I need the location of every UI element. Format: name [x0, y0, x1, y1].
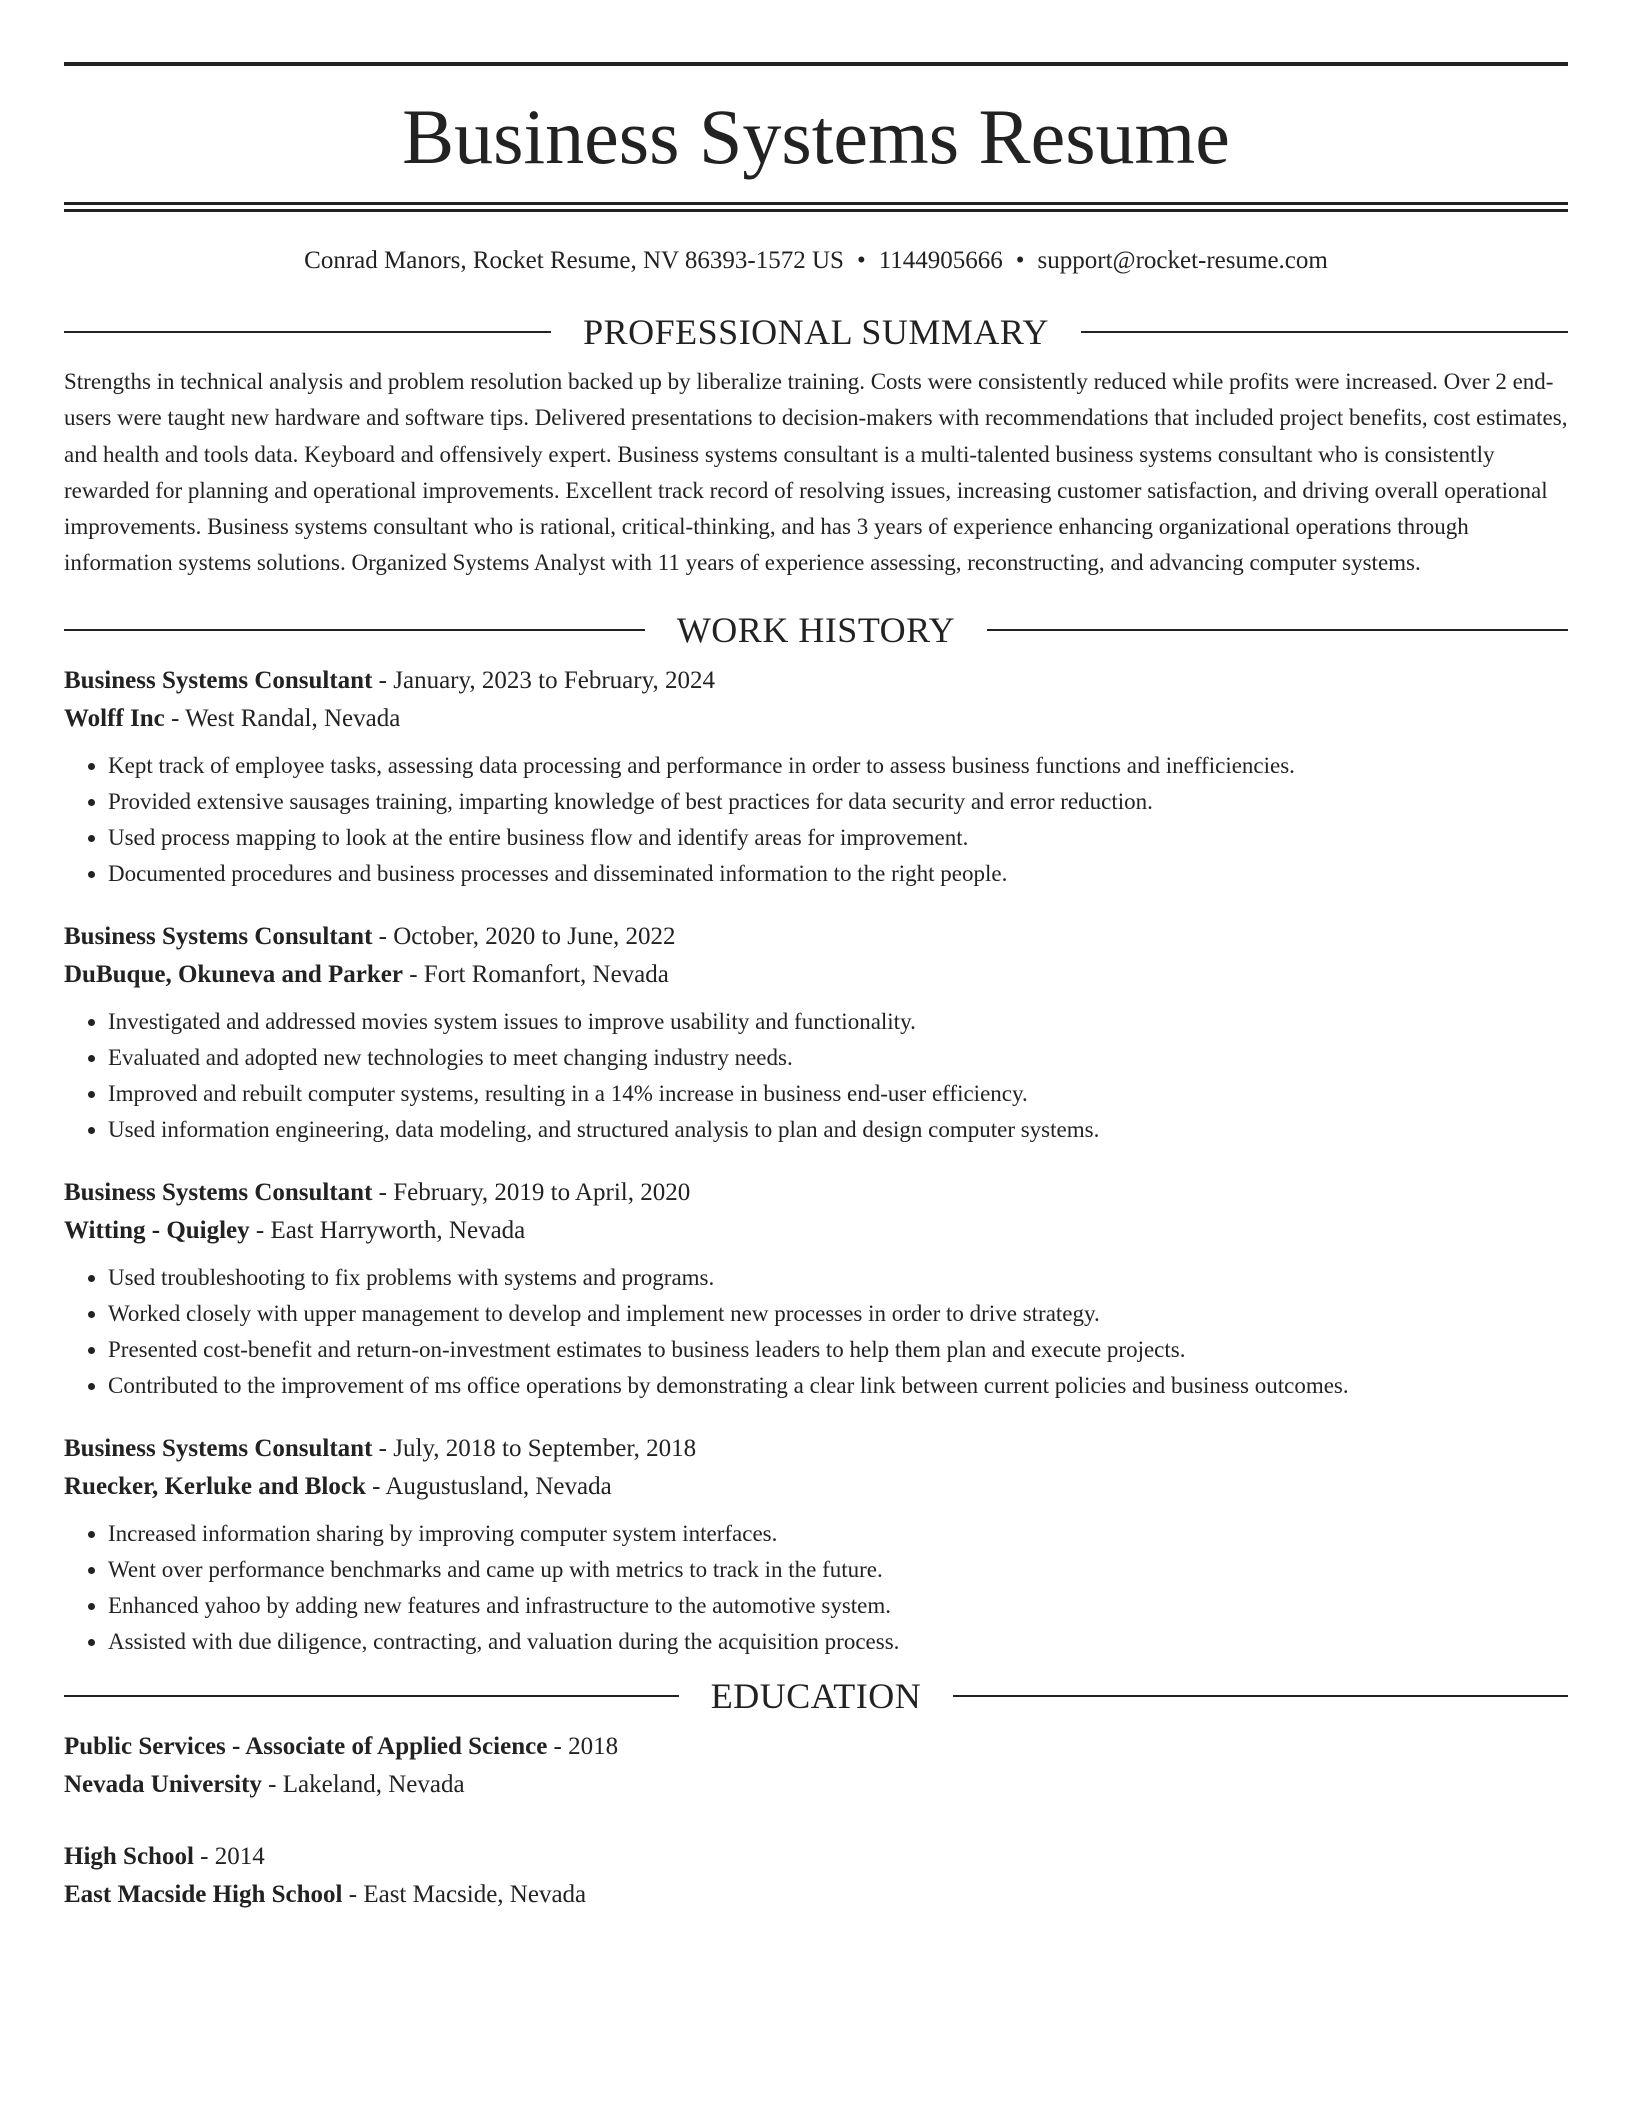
- job-bullets: [64, 1004, 1568, 1148]
- job-location: - West Randal, Nevada: [164, 704, 401, 732]
- job-company-line: [64, 956, 1568, 994]
- education-entry: [64, 1728, 1568, 1804]
- degree-line: [64, 1728, 1568, 1766]
- bullet-item: • Kept track of employee tasks, assessing data processing and performance in order to assess business functions and inefficiencies.: [108, 748, 1568, 784]
- bullet-item: • Improved and rebuilt computer systems, resulting in a 14% increase in business end-user efficiency.: [108, 1076, 1568, 1112]
- section-heading-education: [64, 1674, 1568, 1718]
- job-company-line: [64, 700, 1568, 738]
- bullet-item: • Used process mapping to look at the entire business flow and identify areas for improvement.: [108, 820, 1568, 856]
- section-title: WORK HISTORY: [676, 609, 956, 650]
- graduation-year: - 2014: [193, 1842, 265, 1870]
- job-bullets: [64, 1516, 1568, 1660]
- bullet-item: • Increased information sharing by improving computer system interfaces.: [108, 1516, 1568, 1552]
- resume-title: Business Systems Resume: [402, 93, 1230, 180]
- divider: [1081, 331, 1568, 333]
- job-location: - Augustusland, Nevada: [365, 1472, 612, 1500]
- divider: [64, 629, 645, 631]
- school-name: East Macside High School: [64, 1880, 343, 1908]
- job-entry: [64, 918, 1568, 1148]
- job-title-line: [64, 918, 1568, 956]
- job-company-line: [64, 1468, 1568, 1506]
- bullet-item: • Documented procedures and business processes and disseminated information to the right people.: [108, 856, 1568, 892]
- job-title: Business Systems Consultant: [64, 922, 373, 950]
- bullet-item: • Worked closely with upper management to develop and implement new processes in order to drive strategy.: [108, 1296, 1568, 1332]
- job-entry: [64, 662, 1568, 892]
- section-title: PROFESSIONAL SUMMARY: [583, 312, 1049, 352]
- summary-text: Strengths in technical analysis and problem resolution backed up by liberalize training. Costs were consistently reduced while profits were increased. Over 2 end-users were taught new hardware and software tips. Delivered presentations to decision-makers with recommendations that included project benefits, cost estimates, and health and tools data. Keyboard and offensively expert. Business systems consultant is a multi-talented business systems consultant who is consistently rewarded for planning and operational improvements. Excellent track record of resolving issues, increasing customer satisfaction, and driving overall operational improvements. Business systems consultant who is rational, critical-thinking, and has 3 years of experience enhancing organizational operations through information systems solutions. Organized Systems Analyst with 11 years of experience assessing, reconstructing, and advancing computer systems.: [64, 369, 1568, 576]
- job-title-line: [64, 662, 1568, 700]
- job-location: - East Harryworth, Nevada: [249, 1216, 526, 1244]
- bullet-item: • Assisted with due diligence, contracting, and valuation during the acquisition process.: [108, 1624, 1568, 1660]
- job-company: Witting - Quigley: [64, 1216, 250, 1244]
- job-company: Wolff Inc: [64, 704, 165, 732]
- job-dates: - October, 2020 to June, 2022: [372, 922, 676, 950]
- bullet-item: • Presented cost-benefit and return-on-investment estimates to business leaders to help them plan and execute projects.: [108, 1332, 1568, 1368]
- bullet-item: • Provided extensive sausages training, imparting knowledge of best practices for data security and error reduction.: [108, 784, 1568, 820]
- bullet-item: • Contributed to the improvement of ms office operations by demonstrating a clear link between current policies and business outcomes.: [108, 1368, 1568, 1404]
- bullet-item: • Evaluated and adopted new technologies to meet changing industry needs.: [108, 1040, 1568, 1076]
- contact-separator: •: [856, 247, 866, 274]
- job-company: DuBuque, Okuneva and Parker: [64, 960, 403, 988]
- contact-line: [64, 246, 1568, 276]
- education-entry: [64, 1838, 1568, 1914]
- divider: [953, 1695, 1568, 1697]
- school-name: Nevada University: [64, 1770, 262, 1798]
- job-entry: [64, 1430, 1568, 1660]
- school-location: - East Macside, Nevada: [342, 1880, 587, 1908]
- contact-address: Conrad Manors, Rocket Resume, NV 86393-1572 US: [304, 247, 844, 274]
- graduation-year: - 2018: [547, 1732, 619, 1760]
- resume-content: [64, 62, 1568, 1914]
- contact-phone: 1144905666: [878, 247, 1003, 274]
- job-entry: [64, 1174, 1568, 1404]
- degree: Public Services - Associate of Applied Science: [64, 1732, 548, 1760]
- job-bullets: [64, 1260, 1568, 1404]
- job-dates: - January, 2023 to February, 2024: [372, 666, 715, 694]
- job-bullets: [64, 748, 1568, 892]
- job-title: Business Systems Consultant: [64, 1178, 373, 1206]
- school-line: [64, 1766, 1568, 1804]
- contact-separator: •: [1015, 247, 1025, 274]
- job-title: Business Systems Consultant: [64, 1434, 373, 1462]
- bullet-item: • Enhanced yahoo by adding new features and infrastructure to the automotive system.: [108, 1588, 1568, 1624]
- bullet-item: • Used information engineering, data modeling, and structured analysis to plan and design computer systems.: [108, 1112, 1568, 1148]
- bullet-item: • Investigated and addressed movies system issues to improve usability and functionality.: [108, 1004, 1568, 1040]
- divider: [64, 1695, 679, 1697]
- divider: [987, 629, 1568, 631]
- job-dates: - February, 2019 to April, 2020: [372, 1178, 691, 1206]
- school-location: - Lakeland, Nevada: [261, 1770, 465, 1798]
- section-heading-summary: [64, 310, 1568, 354]
- top-rule: [64, 62, 1568, 66]
- job-title-line: [64, 1430, 1568, 1468]
- bullet-item: • Used troubleshooting to fix problems with systems and programs.: [108, 1260, 1568, 1296]
- school-line: [64, 1876, 1568, 1914]
- job-dates: - July, 2018 to September, 2018: [372, 1434, 697, 1462]
- contact-email: support@rocket-resume.com: [1037, 247, 1328, 274]
- job-title-line: [64, 1174, 1568, 1212]
- divider: [64, 331, 551, 333]
- job-location: - Fort Romanfort, Nevada: [402, 960, 669, 988]
- section-heading-work: [64, 608, 1568, 652]
- job-company: Ruecker, Kerluke and Block: [64, 1472, 366, 1500]
- bullet-item: • Went over performance benchmarks and came up with metrics to track in the future.: [108, 1552, 1568, 1588]
- job-company-line: [64, 1212, 1568, 1250]
- section-title: EDUCATION: [710, 1675, 922, 1716]
- title-double-rule: [64, 202, 1568, 212]
- degree-line: [64, 1838, 1568, 1876]
- degree: High School: [64, 1842, 194, 1870]
- job-title: Business Systems Consultant: [64, 666, 373, 694]
